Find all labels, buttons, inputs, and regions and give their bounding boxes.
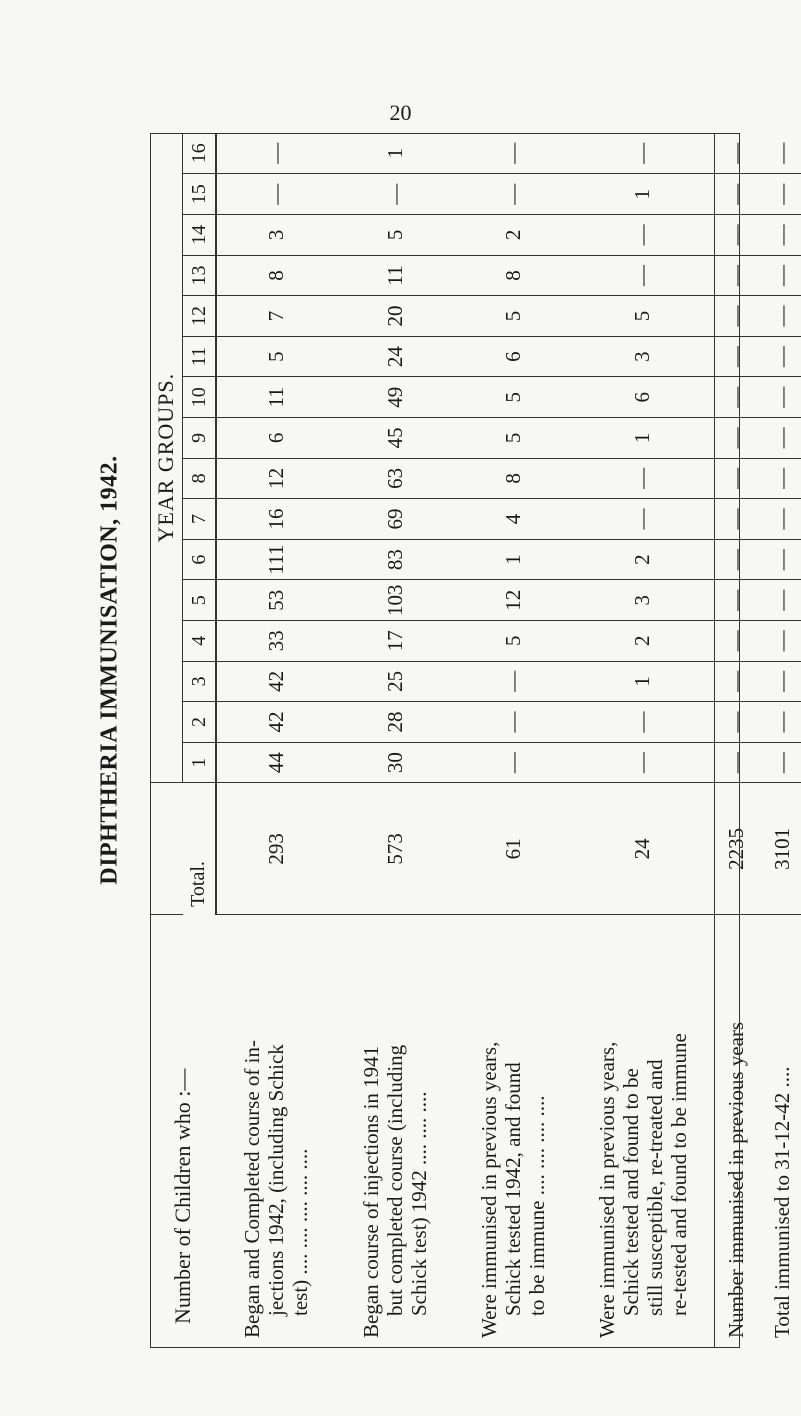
- row-label-line: Schick tested 1942, and found: [501, 1062, 525, 1316]
- cell-age-16: —: [572, 133, 714, 174]
- cell-age-3: 25: [336, 661, 454, 702]
- cell-age-15: —: [216, 174, 336, 215]
- cell-age-7: —: [714, 499, 758, 540]
- row-label-line: Schick tested and found to be: [618, 1068, 643, 1316]
- cell-age-9: 1: [572, 418, 714, 459]
- cell-age-14: 3: [216, 215, 336, 256]
- cell-age-11: 6: [454, 336, 572, 377]
- cell-age-6: 2: [572, 539, 714, 580]
- cell-age-9: 5: [454, 418, 572, 459]
- row-label: [714, 915, 758, 1348]
- cell-age-15: —: [714, 174, 758, 215]
- cell-age-6: 111: [216, 539, 336, 580]
- age-header-7: 7: [183, 499, 217, 540]
- cell-age-2: 28: [336, 702, 454, 743]
- cell-age-3: —: [714, 661, 758, 702]
- rotated-table-container: [150, 133, 794, 1348]
- cell-age-5: 3: [572, 580, 714, 621]
- row-label: [572, 915, 714, 1348]
- page-number: 20: [389, 100, 412, 125]
- immunisation-table: [150, 133, 801, 1348]
- cell-age-6: —: [714, 539, 758, 580]
- row-label: [758, 915, 801, 1348]
- cell-age-8: 63: [336, 458, 454, 499]
- cell-age-3: 42: [216, 661, 336, 702]
- row-label-line: test) .... .... .... .... ....: [288, 1148, 312, 1316]
- cell-age-3: 1: [572, 661, 714, 702]
- row-label-line: Total immunised to 31-12-42 ....: [770, 1066, 794, 1338]
- cell-age-6: 83: [336, 539, 454, 580]
- cell-age-7: 16: [216, 499, 336, 540]
- cell-age-2: —: [454, 702, 572, 743]
- cell-age-8: —: [714, 458, 758, 499]
- cell-age-14: —: [758, 215, 801, 256]
- cell-age-14: —: [714, 215, 758, 256]
- row-label-line: Were immunised in previous years,: [594, 1041, 619, 1338]
- cell-age-1: 44: [216, 742, 336, 783]
- cell-age-12: —: [714, 296, 758, 337]
- row-label-line: but completed course (including: [383, 1044, 407, 1316]
- table-row: [454, 133, 572, 1348]
- cell-age-13: 8: [454, 255, 572, 296]
- cell-age-7: —: [758, 499, 801, 540]
- cell-age-1: 30: [336, 742, 454, 783]
- cell-age-14: 5: [336, 215, 454, 256]
- cell-age-8: —: [758, 458, 801, 499]
- age-header-15: 15: [183, 174, 217, 215]
- number-of-children-header: Number of Children who :—: [170, 1068, 195, 1324]
- cell-age-8: —: [572, 458, 714, 499]
- cell-age-16: —: [758, 133, 801, 174]
- cell-age-13: —: [758, 255, 801, 296]
- table-row: [572, 133, 714, 1348]
- cell-age-9: —: [758, 418, 801, 459]
- cell-age-2: —: [758, 702, 801, 743]
- cell-age-4: 17: [336, 621, 454, 662]
- age-header-2: 2: [183, 702, 217, 743]
- row-label: [216, 915, 336, 1348]
- cell-age-4: —: [758, 621, 801, 662]
- cell-age-15: —: [454, 174, 572, 215]
- age-header-8: 8: [183, 458, 217, 499]
- cell-age-12: —: [758, 296, 801, 337]
- row-total: 24: [572, 783, 714, 915]
- cell-age-11: —: [714, 336, 758, 377]
- cell-age-5: 12: [454, 580, 572, 621]
- year-groups-header: YEAR GROUPS.: [150, 133, 183, 783]
- row-total: 3101: [758, 783, 801, 915]
- cell-age-9: 6: [216, 418, 336, 459]
- cell-age-8: 12: [216, 458, 336, 499]
- row-total: 2235: [714, 783, 758, 915]
- row-label-line: to be immune .... .... .... ....: [525, 1095, 549, 1316]
- cell-age-15: 1: [572, 174, 714, 215]
- cell-age-2: —: [714, 702, 758, 743]
- cell-age-1: —: [454, 742, 572, 783]
- age-header-16: 16: [183, 133, 217, 174]
- cell-age-6: —: [758, 539, 801, 580]
- age-header-5: 5: [183, 580, 217, 621]
- cell-age-1: —: [572, 742, 714, 783]
- cell-age-4: 33: [216, 621, 336, 662]
- row-label-line: still susceptible, re-treated and: [642, 1059, 667, 1316]
- row-label-line: Began and Completed course of in-: [240, 1040, 264, 1338]
- age-header-13: 13: [183, 255, 217, 296]
- cell-age-16: —: [454, 133, 572, 174]
- cell-age-14: —: [572, 215, 714, 256]
- page-title: DIPHTHERIA IMMUNISATION, 1942.: [96, 455, 123, 885]
- table-row: [714, 133, 758, 1348]
- row-total: 573: [336, 783, 454, 915]
- total-header: Total.: [183, 783, 217, 915]
- age-header-1: 1: [183, 742, 217, 783]
- cell-age-1: —: [758, 742, 801, 783]
- cell-age-6: 1: [454, 539, 572, 580]
- cell-age-5: 103: [336, 580, 454, 621]
- age-header-9: 9: [183, 418, 217, 459]
- row-label: [336, 915, 454, 1348]
- cell-age-9: —: [714, 418, 758, 459]
- cell-age-11: 24: [336, 336, 454, 377]
- cell-age-5: 53: [216, 580, 336, 621]
- cell-age-1: —: [714, 742, 758, 783]
- cell-age-4: —: [714, 621, 758, 662]
- cell-age-13: —: [572, 255, 714, 296]
- cell-age-7: —: [572, 499, 714, 540]
- row-total: 61: [454, 783, 572, 915]
- cell-age-3: —: [454, 661, 572, 702]
- cell-age-5: —: [758, 580, 801, 621]
- cell-age-13: 8: [216, 255, 336, 296]
- age-header-11: 11: [183, 336, 217, 377]
- cell-age-2: —: [572, 702, 714, 743]
- age-header-12: 12: [183, 296, 217, 337]
- cell-age-13: 11: [336, 255, 454, 296]
- cell-age-10: 5: [454, 377, 572, 418]
- age-header-10: 10: [183, 377, 217, 418]
- cell-age-7: 4: [454, 499, 572, 540]
- cell-age-16: —: [216, 133, 336, 174]
- cell-age-14: 2: [454, 215, 572, 256]
- cell-age-12: 5: [454, 296, 572, 337]
- table-row: [336, 133, 454, 1348]
- cell-age-5: —: [714, 580, 758, 621]
- cell-age-3: —: [758, 661, 801, 702]
- cell-age-9: 45: [336, 418, 454, 459]
- cell-age-12: 20: [336, 296, 454, 337]
- cell-age-4: 5: [454, 621, 572, 662]
- cell-age-4: 2: [572, 621, 714, 662]
- age-header-14: 14: [183, 215, 217, 256]
- age-header-4: 4: [183, 621, 217, 662]
- cell-age-10: 6: [572, 377, 714, 418]
- cell-age-11: 5: [216, 336, 336, 377]
- cell-age-11: —: [758, 336, 801, 377]
- cell-age-15: —: [336, 174, 454, 215]
- cell-age-10: —: [758, 377, 801, 418]
- row-label-line: jections 1942, (including Schick: [264, 1044, 288, 1316]
- row-label: [454, 915, 572, 1348]
- cell-age-10: 11: [216, 377, 336, 418]
- row-label-line: Number immunised in previous years: [724, 1021, 749, 1338]
- table-row: [758, 133, 801, 1348]
- table-row: [216, 133, 336, 1348]
- cell-age-11: 3: [572, 336, 714, 377]
- row-label-line: Were immunised in previous years,: [477, 1041, 501, 1338]
- row-label-line: re-tested and found to be immune: [666, 1033, 691, 1316]
- cell-age-2: 42: [216, 702, 336, 743]
- cell-age-16: 1: [336, 133, 454, 174]
- row-total: 293: [216, 783, 336, 915]
- cell-age-12: 5: [572, 296, 714, 337]
- age-header-6: 6: [183, 539, 217, 580]
- cell-age-7: 69: [336, 499, 454, 540]
- row-label-line: Began course of injections in 1941: [359, 1045, 383, 1338]
- cell-age-13: —: [714, 255, 758, 296]
- age-header-3: 3: [183, 661, 217, 702]
- cell-age-8: 8: [454, 458, 572, 499]
- cell-age-12: 7: [216, 296, 336, 337]
- cell-age-15: —: [758, 174, 801, 215]
- cell-age-10: —: [714, 377, 758, 418]
- cell-age-16: —: [714, 133, 758, 174]
- row-label-line: Schick test) 1942 .... .... ....: [407, 1091, 431, 1316]
- cell-age-10: 49: [336, 377, 454, 418]
